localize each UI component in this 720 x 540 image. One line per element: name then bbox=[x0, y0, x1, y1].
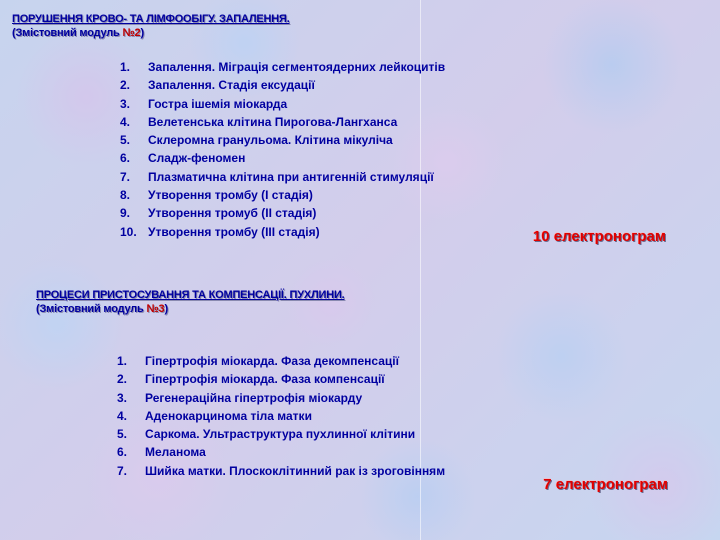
list-item-number: 5. bbox=[117, 427, 128, 442]
list-item-number: 3. bbox=[120, 96, 131, 111]
list-item bbox=[120, 58, 445, 76]
list-item-text: Утворення тромбу (І стадія) bbox=[148, 188, 313, 203]
list-item bbox=[120, 223, 445, 241]
list-item-number: 1. bbox=[117, 354, 128, 368]
list-item-text: Утворення тромуб (ІІ стадія) bbox=[148, 206, 317, 221]
section-2-subtitle bbox=[36, 302, 345, 316]
list-item-number: 6. bbox=[117, 445, 128, 460]
section-1-subtitle-open: (Змістовний модуль bbox=[12, 27, 123, 39]
list-item-text: Аденокарцинома тіла матки bbox=[145, 408, 312, 423]
list-item bbox=[120, 186, 445, 204]
list-item bbox=[120, 168, 445, 186]
list-item bbox=[120, 149, 445, 167]
section-1-count: 10 електронограм bbox=[532, 228, 666, 245]
list-item bbox=[120, 113, 445, 131]
list-item-text: Саркома. Ультраструктура пухлинної клітини bbox=[145, 427, 416, 442]
list-item-number: 10. bbox=[120, 224, 137, 239]
section-1-subtitle bbox=[12, 26, 290, 40]
list-item-number: 4. bbox=[117, 408, 128, 423]
list-item-text: Сладж-феномен bbox=[148, 151, 246, 166]
list-item-number: 3. bbox=[117, 390, 128, 405]
list-item-text: Запалення. Стадія ексудації bbox=[148, 78, 315, 93]
section-2-module-number: №3 bbox=[146, 303, 165, 315]
list-item-number: 7. bbox=[117, 463, 128, 478]
list-item bbox=[117, 370, 445, 388]
list-item-text: Шийка матки. Плоскоклітинний рак із зроговінням bbox=[145, 463, 446, 478]
list-item-number: 1. bbox=[120, 60, 131, 74]
list-item-text: Регенераційна гіпертрофія міокарду bbox=[145, 390, 363, 405]
list-item-number: 6. bbox=[120, 151, 131, 166]
section-1-title: ПОРУШЕННЯ КРОВО- ТА ЛІМФООБІГУ. ЗАПАЛЕННЯ. bbox=[12, 13, 290, 25]
list-item-text: Склеромна гранульома. Клітина мікуліча bbox=[148, 133, 393, 148]
section-2-heading bbox=[36, 288, 345, 316]
list-item-text: Утворення тромбу (ІІІ стадія) bbox=[148, 224, 320, 239]
section-2-count: 7 електронограм bbox=[543, 476, 668, 493]
list-item bbox=[117, 407, 445, 425]
list-item bbox=[120, 204, 445, 222]
list-item bbox=[117, 443, 445, 461]
section-1-subtitle-close: ) bbox=[140, 27, 144, 39]
list-item bbox=[120, 131, 445, 149]
list-item-number: 8. bbox=[120, 188, 131, 203]
section-2-subtitle-open: (Змістовний модуль bbox=[36, 303, 147, 315]
list-item bbox=[120, 95, 445, 113]
section-2-subtitle-close: ) bbox=[164, 303, 168, 315]
list-item bbox=[117, 462, 445, 480]
list-item-text: Запалення. Міграція сегментоядерних лейкоцитів bbox=[148, 60, 446, 74]
list-item-number: 9. bbox=[120, 206, 131, 221]
section-1-module-number: №2 bbox=[122, 27, 141, 39]
list-item bbox=[117, 389, 445, 407]
list-item-text: Гостра ішемія міокарда bbox=[148, 96, 288, 111]
list-item-text: Велетенська клітина Пирогова-Лангханса bbox=[148, 114, 398, 129]
section-1-list bbox=[120, 58, 445, 241]
list-item-text: Гіпертрофія міокарда. Фаза декомпенсації bbox=[145, 354, 399, 368]
section-2-title: ПРОЦЕСИ ПРИСТОСУВАННЯ ТА КОМПЕНСАЦІЇ. ПУХЛИНИ. bbox=[36, 289, 345, 301]
section-1-heading bbox=[12, 12, 290, 40]
section-2-list bbox=[117, 352, 445, 480]
list-item-text: Плазматична клітина при антигенній стимуляції bbox=[148, 169, 434, 184]
list-item bbox=[117, 352, 445, 370]
list-item-number: 5. bbox=[120, 133, 131, 148]
list-item-number: 2. bbox=[120, 78, 131, 93]
list-item-number: 7. bbox=[120, 169, 131, 184]
list-item bbox=[120, 76, 445, 94]
list-item bbox=[117, 425, 445, 443]
list-item-text: Гіпертрофія міокарда. Фаза компенсації bbox=[145, 372, 385, 387]
list-item-number: 4. bbox=[120, 114, 131, 129]
list-item-text: Меланома bbox=[145, 445, 206, 460]
list-item-number: 2. bbox=[117, 372, 128, 387]
